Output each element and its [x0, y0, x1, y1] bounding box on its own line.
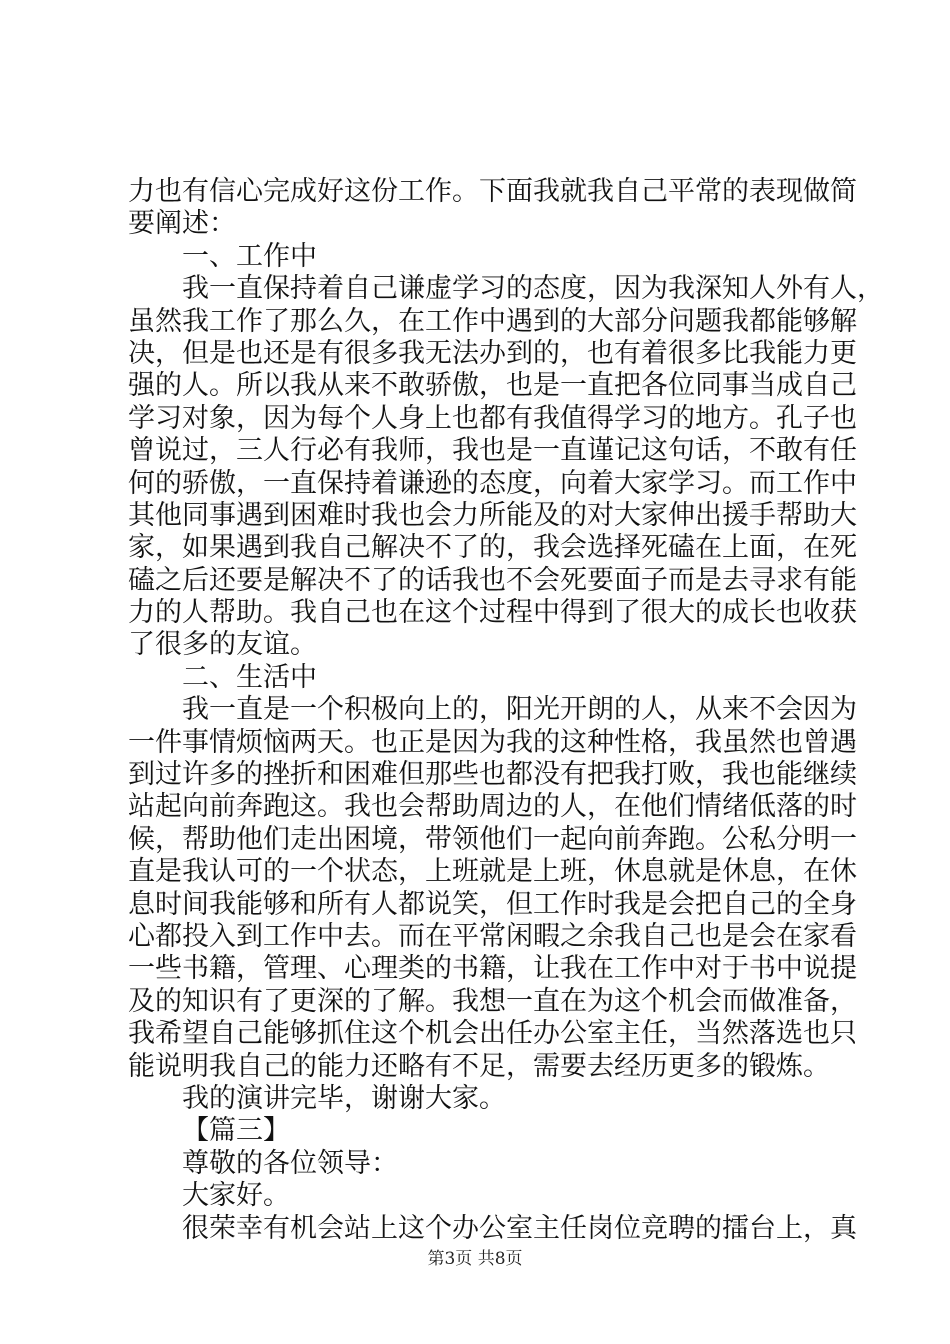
- text-line: 学习对象，因为每个人身上也都有我值得学习的地方。孔子也: [128, 402, 857, 434]
- text-line: 息时间我能够和所有人都说笑，但工作时我是会把自己的全身: [128, 888, 857, 920]
- text-line: 其他同事遇到困难时我也会力所能及的对大家伸出援手帮助大: [128, 499, 857, 531]
- text-line: 磕之后还要是解决不了的话我也不会死要面子而是去寻求有能: [128, 564, 857, 596]
- text-line: 强的人。所以我从来不敢骄傲，也是一直把各位同事当成自己: [128, 370, 857, 402]
- text-line: 心都投入到工作中去。而在平常闲暇之余我自己也是会在家看: [128, 920, 857, 952]
- text-line: 家，如果遇到我自己解决不了的，我会选择死磕在上面，在死: [128, 532, 857, 564]
- text-line: 站起向前奔跑这。我也会帮助周边的人，在他们情绪低落的时: [128, 791, 857, 823]
- page-footer: 第3页 共8页: [427, 1249, 523, 1269]
- text-line: 虽然我工作了那么久，在工作中遇到的大部分问题我都能够解: [128, 305, 857, 337]
- text-line: 一件事情烦恼两天。也正是因为我的这种性格，我虽然也曾遇: [128, 726, 857, 758]
- text-line: 我一直是一个积极向上的，阳光开朗的人，从来不会因为: [182, 694, 857, 726]
- text-line: 力的人帮助。我自己也在这个过程中得到了很大的成长也收获: [128, 597, 857, 629]
- text-line: 【篇三】: [182, 1115, 290, 1147]
- text-line: 何的骄傲，一直保持着谦逊的态度，向着大家学习。而工作中: [128, 467, 857, 499]
- text-line: 大家好。: [182, 1180, 290, 1212]
- text-line: 及的知识有了更深的了解。我想一直在为这个机会而做准备，: [128, 985, 857, 1017]
- text-line: 我一直保持着自己谦虚学习的态度，因为我深知人外有人，: [182, 273, 884, 305]
- text-line: 曾说过，三人行必有我师，我也是一直谨记这句话，不敢有任: [128, 435, 857, 467]
- text-line: 我希望自己能够抓住这个机会出任办公室主任，当然落选也只: [128, 1018, 857, 1050]
- text-line: 能说明我自己的能力还略有不足，需要去经历更多的锻炼。: [128, 1050, 830, 1082]
- text-line: 了很多的友谊。: [128, 629, 317, 661]
- text-line: 候，帮助他们走出困境，带领他们一起向前奔跑。公私分明一: [128, 823, 857, 855]
- text-line: 力也有信心完成好这份工作。下面我就我自己平常的表现做简: [128, 176, 857, 207]
- text-line: 一、工作中: [182, 240, 317, 272]
- text-line: 一些书籍，管理、心理类的书籍，让我在工作中对于书中说提: [128, 953, 857, 985]
- text-line: 决，但是也还是有很多我无法办到的，也有着很多比我能力更: [128, 337, 857, 369]
- text-line: 要阐述：: [128, 208, 236, 240]
- text-line: 直是我认可的一个状态，上班就是上班，休息就是休息，在休: [128, 856, 857, 888]
- text-line: 我的演讲完毕，谢谢大家。: [182, 1082, 506, 1114]
- text-line: 到过许多的挫折和困难但那些也都没有把我打败，我也能继续: [128, 759, 857, 791]
- document-body: [128, 176, 884, 1245]
- text-line: 很荣幸有机会站上这个办公室主任岗位竞聘的擂台上，真: [182, 1212, 857, 1244]
- text-line: 尊敬的各位领导：: [182, 1147, 398, 1179]
- text-line: 二、生活中: [182, 661, 317, 693]
